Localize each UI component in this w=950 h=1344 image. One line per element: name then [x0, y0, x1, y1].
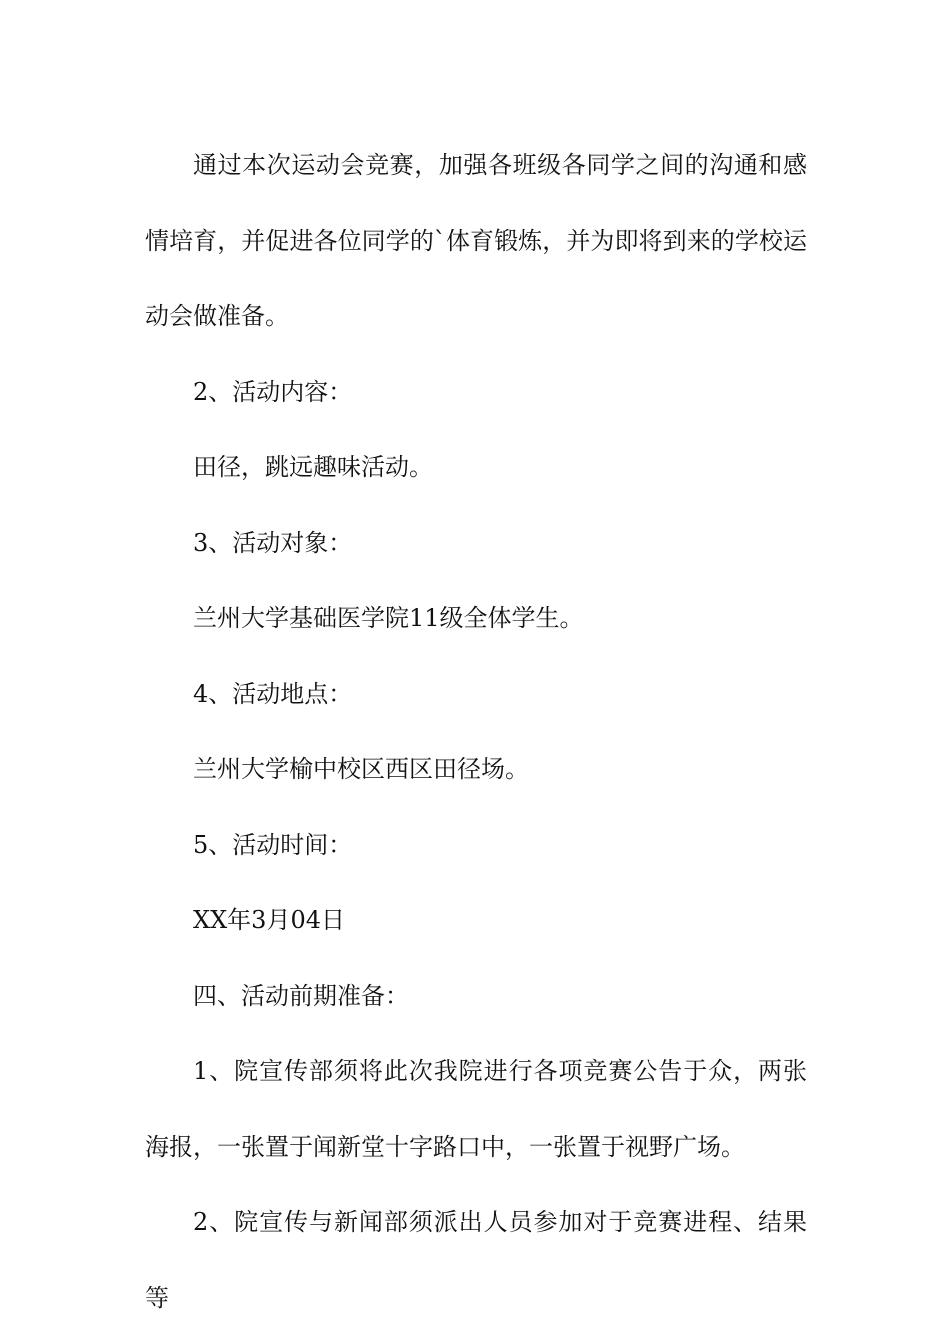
paragraph-preparation-2: 2、院宣传与新闻部须派出人员参加对于竞赛进程、结果等: [145, 1208, 807, 1312]
document-body: [145, 128, 807, 1336]
heading-activity-location: 4、活动地点：: [193, 679, 353, 708]
heading-activity-target: 3、活动对象：: [193, 528, 353, 557]
heading-preparation: 四、活动前期准备：: [193, 981, 409, 1010]
paragraph-activity-content: 田径，跳远趣味活动。: [193, 453, 433, 481]
paragraph-activity-time: XX年3月04日: [193, 906, 345, 934]
heading-activity-content: 2、活动内容：: [193, 377, 353, 406]
paragraph-preparation-1: 1、院宣传部须将此次我院进行各项竞赛公告于众，两张海报，一张置于闻新堂十字路口中，一张置于视野广场。: [145, 1057, 807, 1161]
paragraph-activity-location: 兰州大学榆中校区西区田径场。: [193, 755, 529, 783]
heading-activity-time: 5、活动时间：: [193, 830, 353, 859]
paragraph-purpose: 通过本次运动会竞赛，加强各班级各同学之间的沟通和感情培育，并促进各位同学的`体育锻炼，并为即将到来的学校运动会做准备。: [145, 151, 807, 330]
paragraph-activity-target: 兰州大学基础医学院11级全体学生。: [193, 604, 584, 632]
